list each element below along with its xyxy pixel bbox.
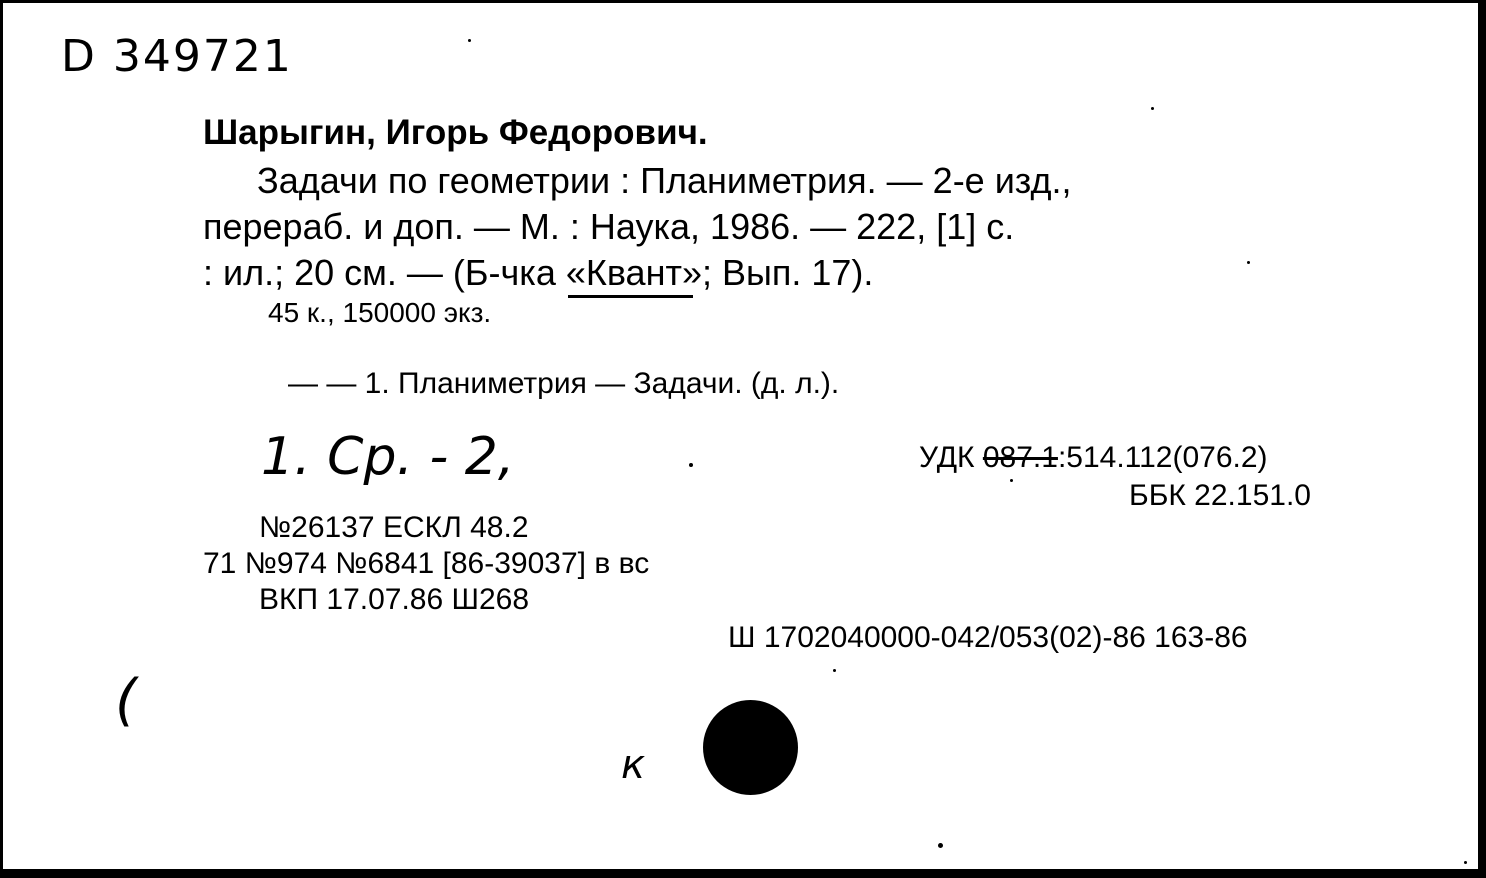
speck	[1247, 261, 1250, 264]
author-heading: Шарыгин, Игорь Федорович.	[203, 113, 708, 152]
catalog-card	[3, 3, 1482, 869]
udc-struck-code: 087.1	[982, 441, 1058, 474]
handwritten-parenthesis: (	[115, 668, 137, 733]
handwritten-note: 1. Ср. - 2,	[261, 427, 515, 487]
handwritten-corner-mark: к	[621, 742, 646, 788]
udc-classification	[919, 443, 1268, 473]
speck	[1464, 861, 1467, 864]
udc-label: УДК	[919, 441, 975, 474]
price-print-run: 45 к., 150000 экз.	[268, 297, 492, 328]
registration-line-1: №26137 ЕСКЛ 48.2	[259, 511, 529, 544]
description-line-1: Задачи по геометрии : Планиметрия. — 2-е изд.,	[257, 160, 1072, 201]
publication-code: Ш 1702040000-042/053(02)-86 163-86	[728, 621, 1248, 654]
description-line-2: перераб. и доп. — М. : Наука, 1986. — 222, [1] с.	[203, 206, 1015, 247]
registration-line-3: ВКП 17.07.86 Ш268	[259, 583, 530, 616]
udc-value: :514.112(076.2)	[1057, 441, 1268, 474]
speck	[938, 843, 943, 848]
bbk-classification: ББК 22.151.0	[1129, 479, 1311, 512]
punch-hole-dot	[703, 700, 798, 795]
description-line-3: : ил.; 20 см. — (Б-чка «Квант»; Вып. 17).	[203, 252, 874, 293]
speck	[689, 463, 693, 467]
speck	[833, 669, 836, 672]
accession-number: D 349721	[61, 31, 293, 82]
subject-heading: — — 1. Планиметрия — Задачи. (д. л.).	[288, 367, 840, 400]
registration-line-2: 71 №974 №6841 [86-39037] в вс	[203, 547, 650, 580]
speck	[1151, 107, 1154, 110]
pencil-underline	[568, 295, 693, 298]
speck	[1010, 479, 1013, 482]
speck	[468, 39, 471, 42]
